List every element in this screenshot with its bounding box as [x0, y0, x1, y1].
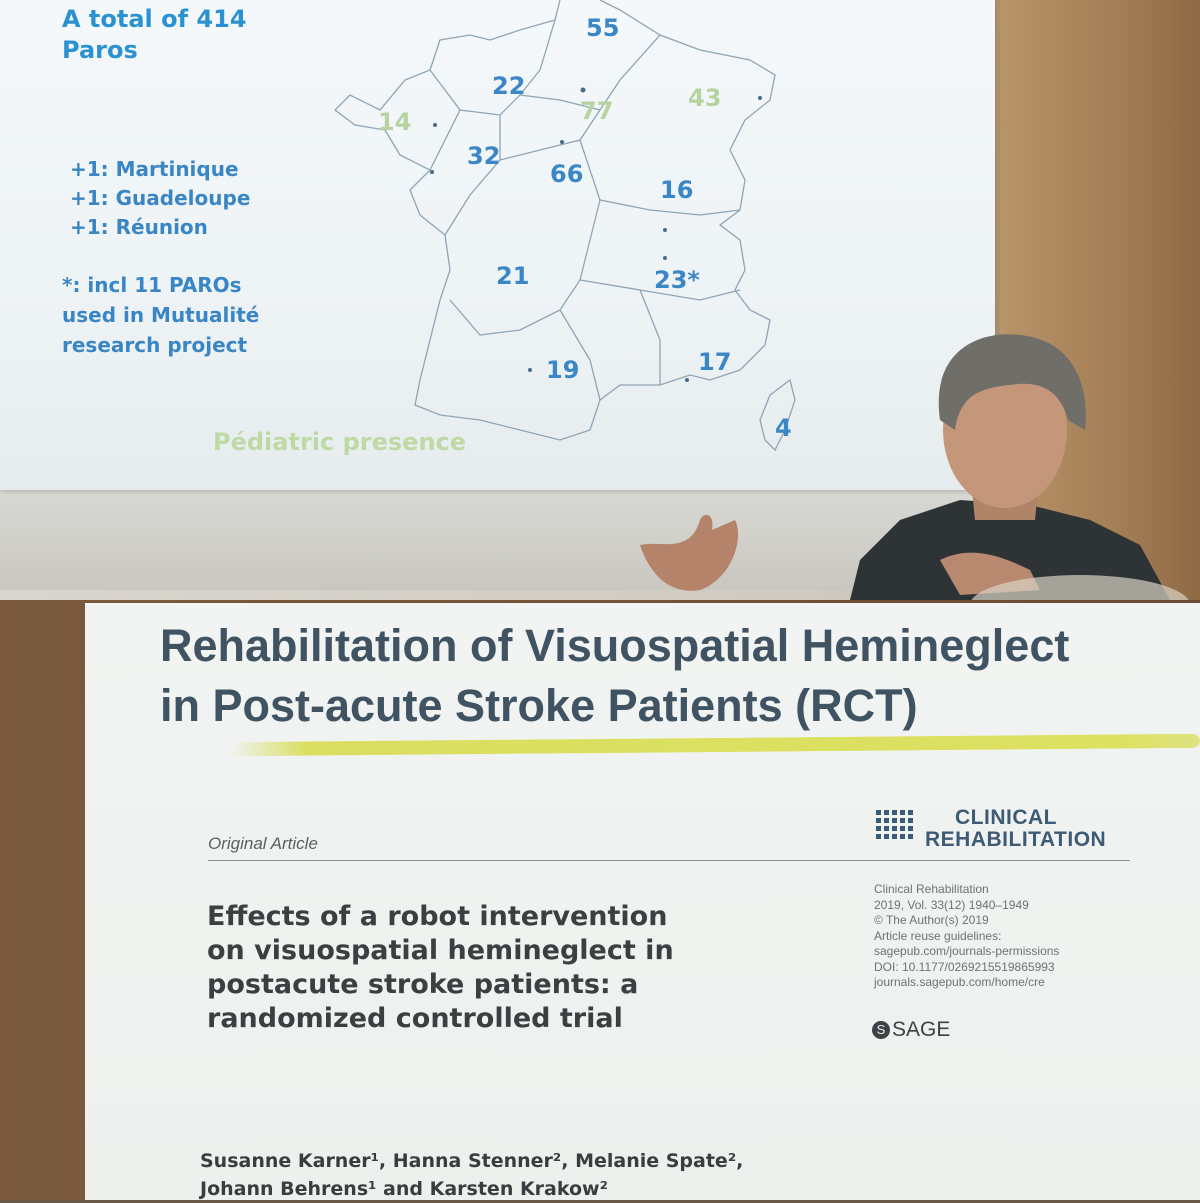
pediatric-legend: Pédiatric presence [213, 428, 467, 456]
meta-line: DOI: 10.1177/0269215519865993 [874, 959, 1055, 974]
region-count: 19 [546, 356, 580, 384]
total-line-1: A total of 414 [62, 5, 247, 33]
article-title [207, 900, 847, 1036]
sage-icon: S [872, 1021, 890, 1039]
dom-guadeloupe: +1: Guadeloupe [70, 186, 251, 210]
authors-line-1: Susanne Karner¹, Hanna Stenner², Melanie Spate², [200, 1150, 744, 1172]
article-title-line: randomized controlled trial [207, 1003, 623, 1034]
publisher-name: SAGE [892, 1018, 951, 1041]
region-count: 43 [688, 84, 722, 112]
meta-line: journals.sagepub.com/home/cre [874, 975, 1045, 989]
region-count: 14 [378, 108, 412, 136]
dom-reunion: +1: Réunion [70, 215, 208, 239]
region-count: 16 [660, 176, 694, 204]
article-metadata [874, 882, 1124, 991]
publisher-logo [872, 1018, 950, 1042]
presenter [0, 0, 1200, 600]
journal-name [925, 807, 1106, 851]
journal-grid-icon [876, 810, 918, 844]
region-count: 32 [467, 142, 501, 170]
article-type: Original Article [208, 834, 318, 853]
region-count: 77 [580, 97, 614, 125]
region-count: 22 [492, 72, 526, 100]
journal-name-line-2: REHABILITATION [925, 828, 1107, 851]
slide-title [160, 616, 1190, 736]
meta-line: sagepub.com/journals-permissions [874, 944, 1060, 958]
author-list [200, 1147, 1100, 1203]
article-title-line: postacute stroke patients: a [207, 969, 639, 1000]
meta-line: Clinical Rehabilitation [874, 882, 989, 896]
footnote-line-3: research project [62, 333, 248, 357]
meta-line: 2019, Vol. 33(12) 1940–1949 [874, 897, 1029, 912]
article-title-line: on visuospatial hemineglect in [207, 935, 674, 966]
footnote-line-1: *: incl 11 PAROs [62, 273, 242, 297]
region-count: 4 [775, 414, 792, 442]
dom-martinique: +1: Martinique [70, 157, 239, 181]
region-count: 21 [496, 262, 530, 290]
region-count: 17 [698, 348, 732, 376]
footnote-line-2: used in Mutualité [62, 303, 260, 327]
slide-title-line-2: in Post-acute Stroke Patients (RCT) [160, 680, 918, 731]
authors-line-2: Johann Behrens¹ and Karsten Krakow² [200, 1178, 608, 1200]
article-title-line: Effects of a robot intervention [207, 901, 668, 932]
total-line-2: Paros [62, 36, 138, 64]
slide-title-line-1: Rehabilitation of Visuospatial Hemineglect [160, 620, 1070, 671]
presenter-hand-left [640, 515, 738, 591]
region-count: 55 [586, 14, 620, 42]
journal-name-line-1: CLINICAL [955, 806, 1057, 829]
divider [208, 860, 1130, 861]
meta-line: Article reuse guidelines: [874, 928, 1002, 943]
meta-line: © The Author(s) 2019 [874, 913, 989, 927]
region-count: 23* [654, 266, 700, 294]
region-count: 66 [550, 160, 584, 188]
